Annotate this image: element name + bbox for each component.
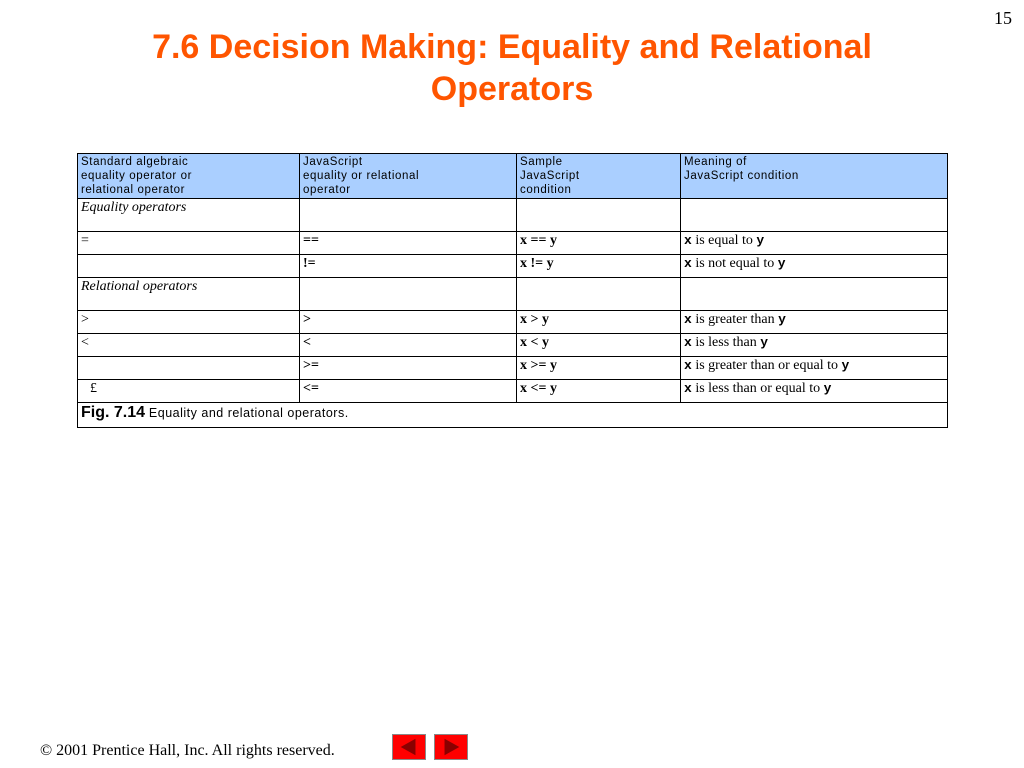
sample-condition: x < y [517,334,681,357]
slide-title-line-1: 7.6 Decision Making: Equality and Relational [152,28,872,66]
header-sample-condition: Sample JavaScript condition [517,154,681,199]
figure-caption [78,403,948,428]
algebraic-operator: = [78,232,300,255]
algebraic-operator: < [78,334,300,357]
algebraic-operator [78,255,300,278]
slide-title [0,26,1024,110]
figure-label: Fig. 7.14 [81,404,146,421]
algebraic-operator [78,357,300,380]
sample-condition: x <= y [517,380,681,403]
meaning: x is equal to y [681,232,948,255]
operators-table [77,153,948,428]
slide-title-line-2: Operators [430,70,594,108]
table-row [78,380,948,403]
section-row-relational [78,278,948,311]
js-operator: >= [300,357,517,380]
triangle-left-icon [393,735,425,759]
algebraic-operator: £ [78,380,300,403]
table-row [78,357,948,380]
copyright-footer: © 2001 Prentice Hall, Inc. All rights reserved. [40,742,335,759]
js-operator: < [300,334,517,357]
algebraic-operator: > [78,311,300,334]
js-operator: == [300,232,517,255]
js-operator: <= [300,380,517,403]
js-operator: != [300,255,517,278]
section-label: Equality operators [78,199,300,232]
sample-condition: x > y [517,311,681,334]
js-operator: > [300,311,517,334]
header-algebraic: Standard algebraic equality operator or relational operator [78,154,300,199]
previous-slide-button[interactable] [392,734,426,760]
header-javascript-operator: JavaScript equality or relational operator [300,154,517,199]
meaning: x is less than y [681,334,948,357]
section-row-equality [78,199,948,232]
sample-condition: x >= y [517,357,681,380]
meaning: x is greater than or equal to y [681,357,948,380]
meaning: x is greater than y [681,311,948,334]
meaning: x is not equal to y [681,255,948,278]
table-row [78,232,948,255]
meaning: x is less than or equal to y [681,380,948,403]
header-meaning: Meaning of JavaScript condition [681,154,948,199]
table-row [78,255,948,278]
sample-condition: x == y [517,232,681,255]
table-row [78,334,948,357]
figure-caption-row [78,403,948,428]
next-slide-button[interactable] [434,734,468,760]
page-number: 15 [994,8,1012,28]
triangle-right-icon [435,735,467,759]
table-row [78,311,948,334]
section-label: Relational operators [78,278,300,311]
table-header-row [78,154,948,199]
figure-caption-text: Equality and relational operators. [148,406,349,420]
sample-condition: x != y [517,255,681,278]
